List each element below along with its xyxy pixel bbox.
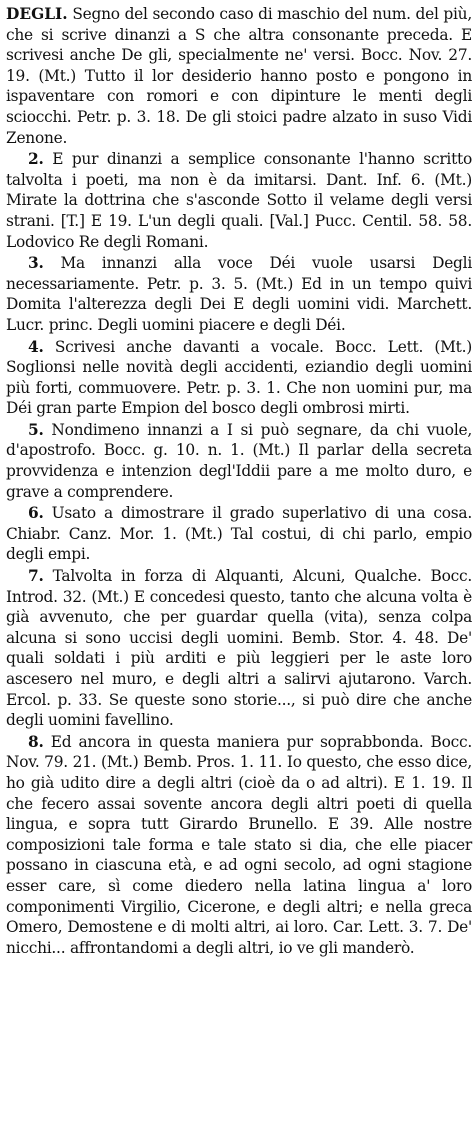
sense-number: 3. [28, 254, 44, 273]
sense-7 [6, 566, 472, 731]
sense-number: 7. [28, 567, 44, 586]
sense-3 [6, 253, 472, 335]
sense-number: 8. [28, 732, 44, 751]
section-text: Ma innanzi alla voce Déi vuole usarsi Degli necessariamente. Petr. p. 3. 5. (Mt.) Ed in un tempo quivi Domita l'alterezza degli Dei E degli uomini vidi. Marchett. Lucr. princ. Degli uomini piacere e degli Déi. [6, 254, 472, 334]
section-text: Talvolta in forza di Alquanti, Alcuni, Qualche. Bocc. Introd. 32. (Mt.) E concedesi questo, tanto che alcuna volta è già avvenuto, che per guardar quella (vita), senza colpa alcuna si sono uccisi degli uomini. Bemb. Stor. 4. 48. De' quali soldati i più arditi e più leggieri per le aste loro ascesero nel muro, e degli altri a salirvi ajutarono. Varch. Ercol. p. 33. Se queste sono storie..., si può dire che anche degli uomini favellino. [6, 567, 472, 730]
section-text: Segno del secondo caso di maschio del num. del più, che si scrive dinanzi a S che altra consonante preceda. E scrivesi anche De gli, specialmente ne' versi. Bocc. Nov. 27. 19. (Mt.) Tutto il lor desiderio hanno posto e pongono in ispaventare con romori e con dipinture le menti degli sciocchi. Petr. p. 3. 18. De gli stoici padre alzato in suso Vidi Zenone. [6, 5, 472, 147]
sense-5 [6, 420, 472, 502]
sense-number: 6. [28, 504, 44, 523]
sense-number: 5. [28, 420, 44, 439]
section-text: E pur dinanzi a semplice consonante l'hanno scritto talvolta i poeti, ma non è da imitarsi. Dant. Inf. 6. (Mt.) Mirate la dottrina che s'asconde Sotto il velame degli versi strani. [T.] E 19. L'un degli quali. [Val.] Pucc. Centil. 58. 58. Lodovico Re degli Romani. [6, 150, 472, 251]
sense-number: 2. [28, 150, 44, 169]
sense-6 [6, 503, 472, 565]
entry-headword: DEGLI. [6, 5, 68, 23]
sense-number: 4. [28, 337, 44, 356]
section-text: Ed ancora in questa maniera pur soprabbonda. Bocc. Nov. 79. 21. (Mt.) Bemb. Pros. 1. 11. Io questo, che esso dice, ho già udito dire a degli altri (cioè da o ad altri). E 1. 19. Il che fecero assai sovente ancora degli altri poeti di quella lingua, e sopra tutt Girardo Brunello. E 39. Alle nostre composizioni tale forma e tale stato si dia, che elle piacer possano in ciascuna età, e ad ogni secolo, ad ogni stagione esser care, sì come diedero nella latina lingua a' loro componimenti Virgilio, Cicerone, e degli altri; e nella greca Omero, Demostene e di molti altri, ai loro. Car. Lett. 3. 7. De' nicchi... affrontandomi a degli altri, io ve gli manderò. [6, 732, 472, 957]
sense-8 [6, 732, 472, 959]
section-text: Usato a dimostrare il grado superlativo di una cosa. Chiabr. Canz. Mor. 1. (Mt.) Tal costui, di chi parlo, empio degli empi. [6, 504, 472, 564]
sense-2 [6, 149, 472, 252]
entry-definition [6, 4, 472, 148]
section-text: Nondimeno innanzi a I si può segnare, da chi vuole, d'apostrofo. Bocc. g. 10. n. 1. (Mt.) Il parlar della secreta provvidenza e intenzion degl'Iddii pare a me molto duro, e grave a comprendere. [6, 420, 472, 501]
section-text: Scrivesi anche davanti a vocale. Bocc. Lett. (Mt.) Soglionsi nelle novità degli accidenti, eziandio degli uomini più forti, commuovere. Petr. p. 3. 1. Che non uomini pur, ma Déi gran parte Empion del bosco degli ombrosi mirti. [6, 337, 472, 418]
sense-4 [6, 337, 472, 419]
